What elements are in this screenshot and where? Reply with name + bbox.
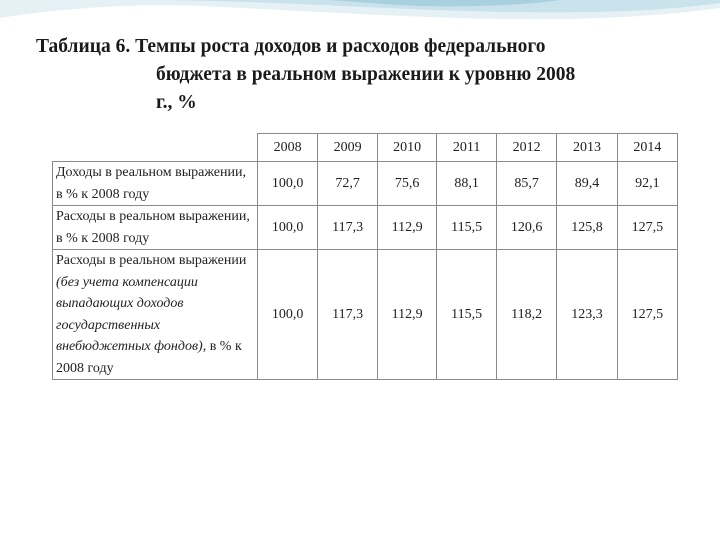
year-header-2014: 2014 [617, 134, 677, 162]
row-label-end: , в % к 2008 году [56, 339, 242, 376]
table-row [53, 206, 678, 250]
table-cell: 112,9 [377, 206, 437, 250]
row-label-italic-note: (без учета компенсации выпадающих доходов государственных внебюджетных фондов) [56, 274, 203, 354]
table-cell: 115,5 [437, 250, 497, 380]
title-line-2: бюджета в реальном выражении к уровню 2008 [156, 64, 576, 85]
table-cell: 117,3 [318, 250, 378, 380]
budget-growth-table [52, 133, 678, 380]
year-header-2011: 2011 [437, 134, 497, 162]
table-header-row [53, 134, 678, 162]
table-cell: 92,1 [617, 162, 677, 206]
year-header-2012: 2012 [496, 134, 556, 162]
table-cell: 120,6 [496, 206, 556, 250]
table-cell: 112,9 [377, 250, 437, 380]
table-cell: 100,0 [258, 206, 318, 250]
table-cell: 100,0 [258, 250, 318, 380]
table-cell: 127,5 [617, 250, 677, 380]
year-header-2010: 2010 [377, 134, 437, 162]
year-header-2013: 2013 [557, 134, 617, 162]
row-label-expenditure: Расходы в реальном выражении, в % к 2008 году [53, 206, 258, 250]
table-cell: 88,1 [437, 162, 497, 206]
table-cell: 75,6 [377, 162, 437, 206]
table-cell: 85,7 [496, 162, 556, 206]
table-cell: 72,7 [318, 162, 378, 206]
table-cell: 123,3 [557, 250, 617, 380]
table-row [53, 162, 678, 206]
table-cell: 115,5 [437, 206, 497, 250]
row-label-revenue: Доходы в реальном выражении, в % к 2008 году [53, 162, 258, 206]
year-header-2009: 2009 [318, 134, 378, 162]
table-cell: 117,3 [318, 206, 378, 250]
row-label-start: Расходы в реальном выражении [56, 253, 247, 268]
title-line-3: г., % [156, 92, 197, 113]
title-line-1: Таблица 6. Темпы роста доходов и расходов федерального [36, 36, 546, 57]
year-header-2008: 2008 [258, 134, 318, 162]
table-cell: 118,2 [496, 250, 556, 380]
table-cell: 89,4 [557, 162, 617, 206]
row-label-expenditure-adjusted [53, 250, 258, 380]
table-cell: 125,8 [557, 206, 617, 250]
table-cell: 100,0 [258, 162, 318, 206]
table-row [53, 250, 678, 380]
slide-title [36, 33, 696, 117]
table-corner-cell [53, 134, 258, 162]
table-cell: 127,5 [617, 206, 677, 250]
